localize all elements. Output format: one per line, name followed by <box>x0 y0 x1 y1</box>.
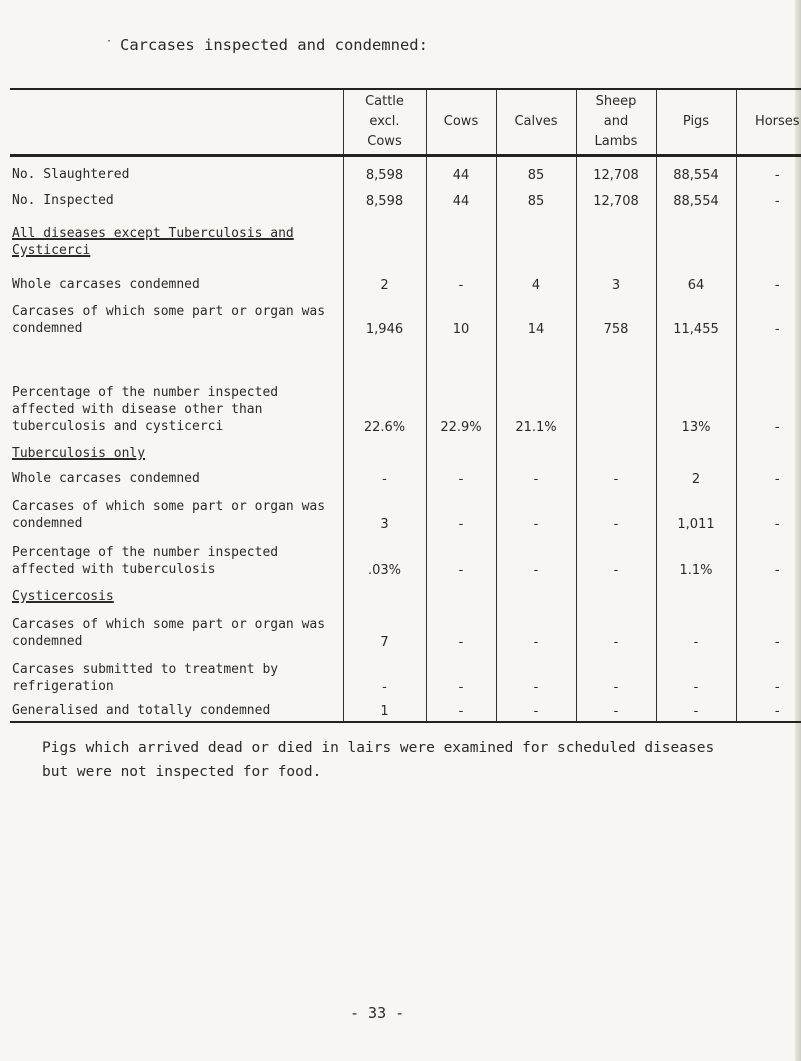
table-cell: - <box>426 697 496 722</box>
table-cell: 21.1% <box>496 339 576 437</box>
row-label: No. Inspected <box>12 193 114 208</box>
footnote <box>42 736 782 784</box>
table-row <box>10 607 801 652</box>
table-cell: 44 <box>426 155 496 185</box>
table-cell: 8,598 <box>343 185 426 211</box>
row-label: Carcases of which some part or organ was condemned <box>12 499 326 531</box>
table-cell: 1,946 <box>343 295 426 339</box>
table-cell <box>343 580 426 607</box>
table-cell: - <box>736 464 801 489</box>
table-cell <box>576 339 656 437</box>
row-label: Percentage of the number inspected affected with disease other than tuberculosis and cysticerci <box>12 385 279 434</box>
row-label: Generalised and totally condemned <box>12 703 271 718</box>
table-cell: - <box>736 697 801 722</box>
bullet-dot-icon: · <box>106 36 113 47</box>
header-text: Cows <box>367 133 402 149</box>
table-cell <box>426 437 496 464</box>
table-cell <box>736 211 801 261</box>
table-cell: - <box>496 652 576 697</box>
page-title <box>106 36 428 54</box>
table-cell: 1 <box>343 697 426 722</box>
table-cell: 88,554 <box>656 155 736 185</box>
table-row <box>10 652 801 697</box>
table-cell: - <box>426 534 496 580</box>
row-label: Carcases of which some part or organ was condemned <box>12 304 326 336</box>
table-row <box>10 185 801 211</box>
table-row <box>10 261 801 295</box>
carcases-table-wrapper <box>10 88 801 723</box>
table-cell: 64 <box>656 261 736 295</box>
table-cell: - <box>736 489 801 534</box>
table-cell: 85 <box>496 185 576 211</box>
table-cell: - <box>496 697 576 722</box>
table-cell: 85 <box>496 155 576 185</box>
table-cell: 22.6% <box>343 339 426 437</box>
table-cell: - <box>576 607 656 652</box>
header-cell-3 <box>496 89 576 155</box>
table-header-row <box>10 89 801 155</box>
row-label: No. Slaughtered <box>12 167 130 182</box>
table-cell: 3 <box>576 261 656 295</box>
table-row <box>10 295 801 339</box>
table-cell: - <box>736 607 801 652</box>
table-body <box>10 155 801 722</box>
table-cell <box>736 580 801 607</box>
table-cell: - <box>736 534 801 580</box>
table-cell: - <box>736 155 801 185</box>
table-cell <box>576 437 656 464</box>
table-cell <box>736 437 801 464</box>
row-label: Cysticercosis <box>12 589 114 604</box>
table-cell <box>426 211 496 261</box>
table-cell <box>426 580 496 607</box>
header-text: and <box>603 113 629 129</box>
table-cell: 4 <box>496 261 576 295</box>
page-number: - 33 - <box>350 1004 405 1022</box>
table-cell <box>496 437 576 464</box>
table-row <box>10 489 801 534</box>
table-cell: 1.1% <box>656 534 736 580</box>
table-cell: 88,554 <box>656 185 736 211</box>
table-cell: - <box>343 652 426 697</box>
row-label: Carcases submitted to treatment by refrigeration <box>12 662 279 694</box>
page-title-text: Carcases inspected and condemned: <box>120 36 428 54</box>
table-cell: 22.9% <box>426 339 496 437</box>
row-label: Percentage of the number inspected affected with tuberculosis <box>12 545 279 577</box>
header-text: Lambs <box>594 133 638 149</box>
table-cell <box>576 580 656 607</box>
header-text: Sheep <box>595 93 637 109</box>
table-cell: - <box>496 464 576 489</box>
row-label: Carcases of which some part or organ was condemned <box>12 617 326 649</box>
table-row <box>10 534 801 580</box>
table-cell <box>656 211 736 261</box>
section-heading-row <box>10 437 801 464</box>
table-cell: - <box>656 697 736 722</box>
table-cell: 758 <box>576 295 656 339</box>
table-cell: - <box>426 464 496 489</box>
table-cell: 7 <box>343 607 426 652</box>
table-cell: - <box>576 652 656 697</box>
section-heading-row <box>10 211 801 261</box>
table-cell: - <box>496 607 576 652</box>
table-cell: 10 <box>426 295 496 339</box>
table-cell: 2 <box>656 464 736 489</box>
table-cell <box>343 211 426 261</box>
table-cell: - <box>426 261 496 295</box>
table-cell: 44 <box>426 185 496 211</box>
header-text: Pigs <box>682 113 710 129</box>
table-cell: - <box>656 652 736 697</box>
table-cell <box>656 580 736 607</box>
table-cell: - <box>343 464 426 489</box>
table-cell: - <box>736 261 801 295</box>
table-cell: - <box>736 339 801 437</box>
table-cell: 13% <box>656 339 736 437</box>
table-row <box>10 155 801 185</box>
table-cell <box>656 437 736 464</box>
table-cell: - <box>736 185 801 211</box>
table-cell: - <box>576 464 656 489</box>
table-cell: 3 <box>343 489 426 534</box>
table-cell <box>576 211 656 261</box>
table-cell: 1,011 <box>656 489 736 534</box>
header-text: Calves <box>514 113 558 129</box>
row-label: All diseases except Tuberculosis and Cysticerci <box>12 226 294 258</box>
table-cell <box>343 437 426 464</box>
table-cell: - <box>736 652 801 697</box>
table-row <box>10 339 801 437</box>
carcases-table <box>10 88 801 723</box>
table-cell: - <box>576 534 656 580</box>
header-text: excl. <box>369 113 400 129</box>
row-label: Tuberculosis only <box>12 446 146 461</box>
table-cell: 14 <box>496 295 576 339</box>
header-cell-1 <box>343 89 426 155</box>
table-cell: - <box>496 489 576 534</box>
header-text: Cattle <box>365 93 404 109</box>
table-cell: 12,708 <box>576 185 656 211</box>
header-cell-label <box>10 89 343 155</box>
header-text: Horses <box>754 113 800 129</box>
table-cell <box>496 580 576 607</box>
table-cell: - <box>426 607 496 652</box>
table-cell: - <box>496 534 576 580</box>
table-cell: 2 <box>343 261 426 295</box>
header-cell-2 <box>426 89 496 155</box>
table-cell: - <box>426 652 496 697</box>
table-cell: - <box>576 697 656 722</box>
row-label: Whole carcases condemned <box>12 277 200 292</box>
table-cell: 12,708 <box>576 155 656 185</box>
footnote-line-1: Pigs which arrived dead or died in lairs were examined for scheduled diseases <box>42 740 715 756</box>
table-cell: 11,455 <box>656 295 736 339</box>
table-header <box>10 89 801 155</box>
table-row <box>10 697 801 722</box>
header-cell-4 <box>576 89 656 155</box>
row-label: Whole carcases condemned <box>12 471 200 486</box>
section-heading-row <box>10 580 801 607</box>
table-cell: 8,598 <box>343 155 426 185</box>
table-cell <box>496 211 576 261</box>
header-cell-6 <box>736 89 801 155</box>
table-cell: - <box>426 489 496 534</box>
table-cell: .03% <box>343 534 426 580</box>
table-cell: - <box>656 607 736 652</box>
table-cell: - <box>736 295 801 339</box>
footnote-line-2: but were not inspected for food. <box>42 764 322 780</box>
header-text: Cows <box>443 113 479 129</box>
table-cell: - <box>576 489 656 534</box>
table-row <box>10 464 801 489</box>
header-cell-5 <box>656 89 736 155</box>
